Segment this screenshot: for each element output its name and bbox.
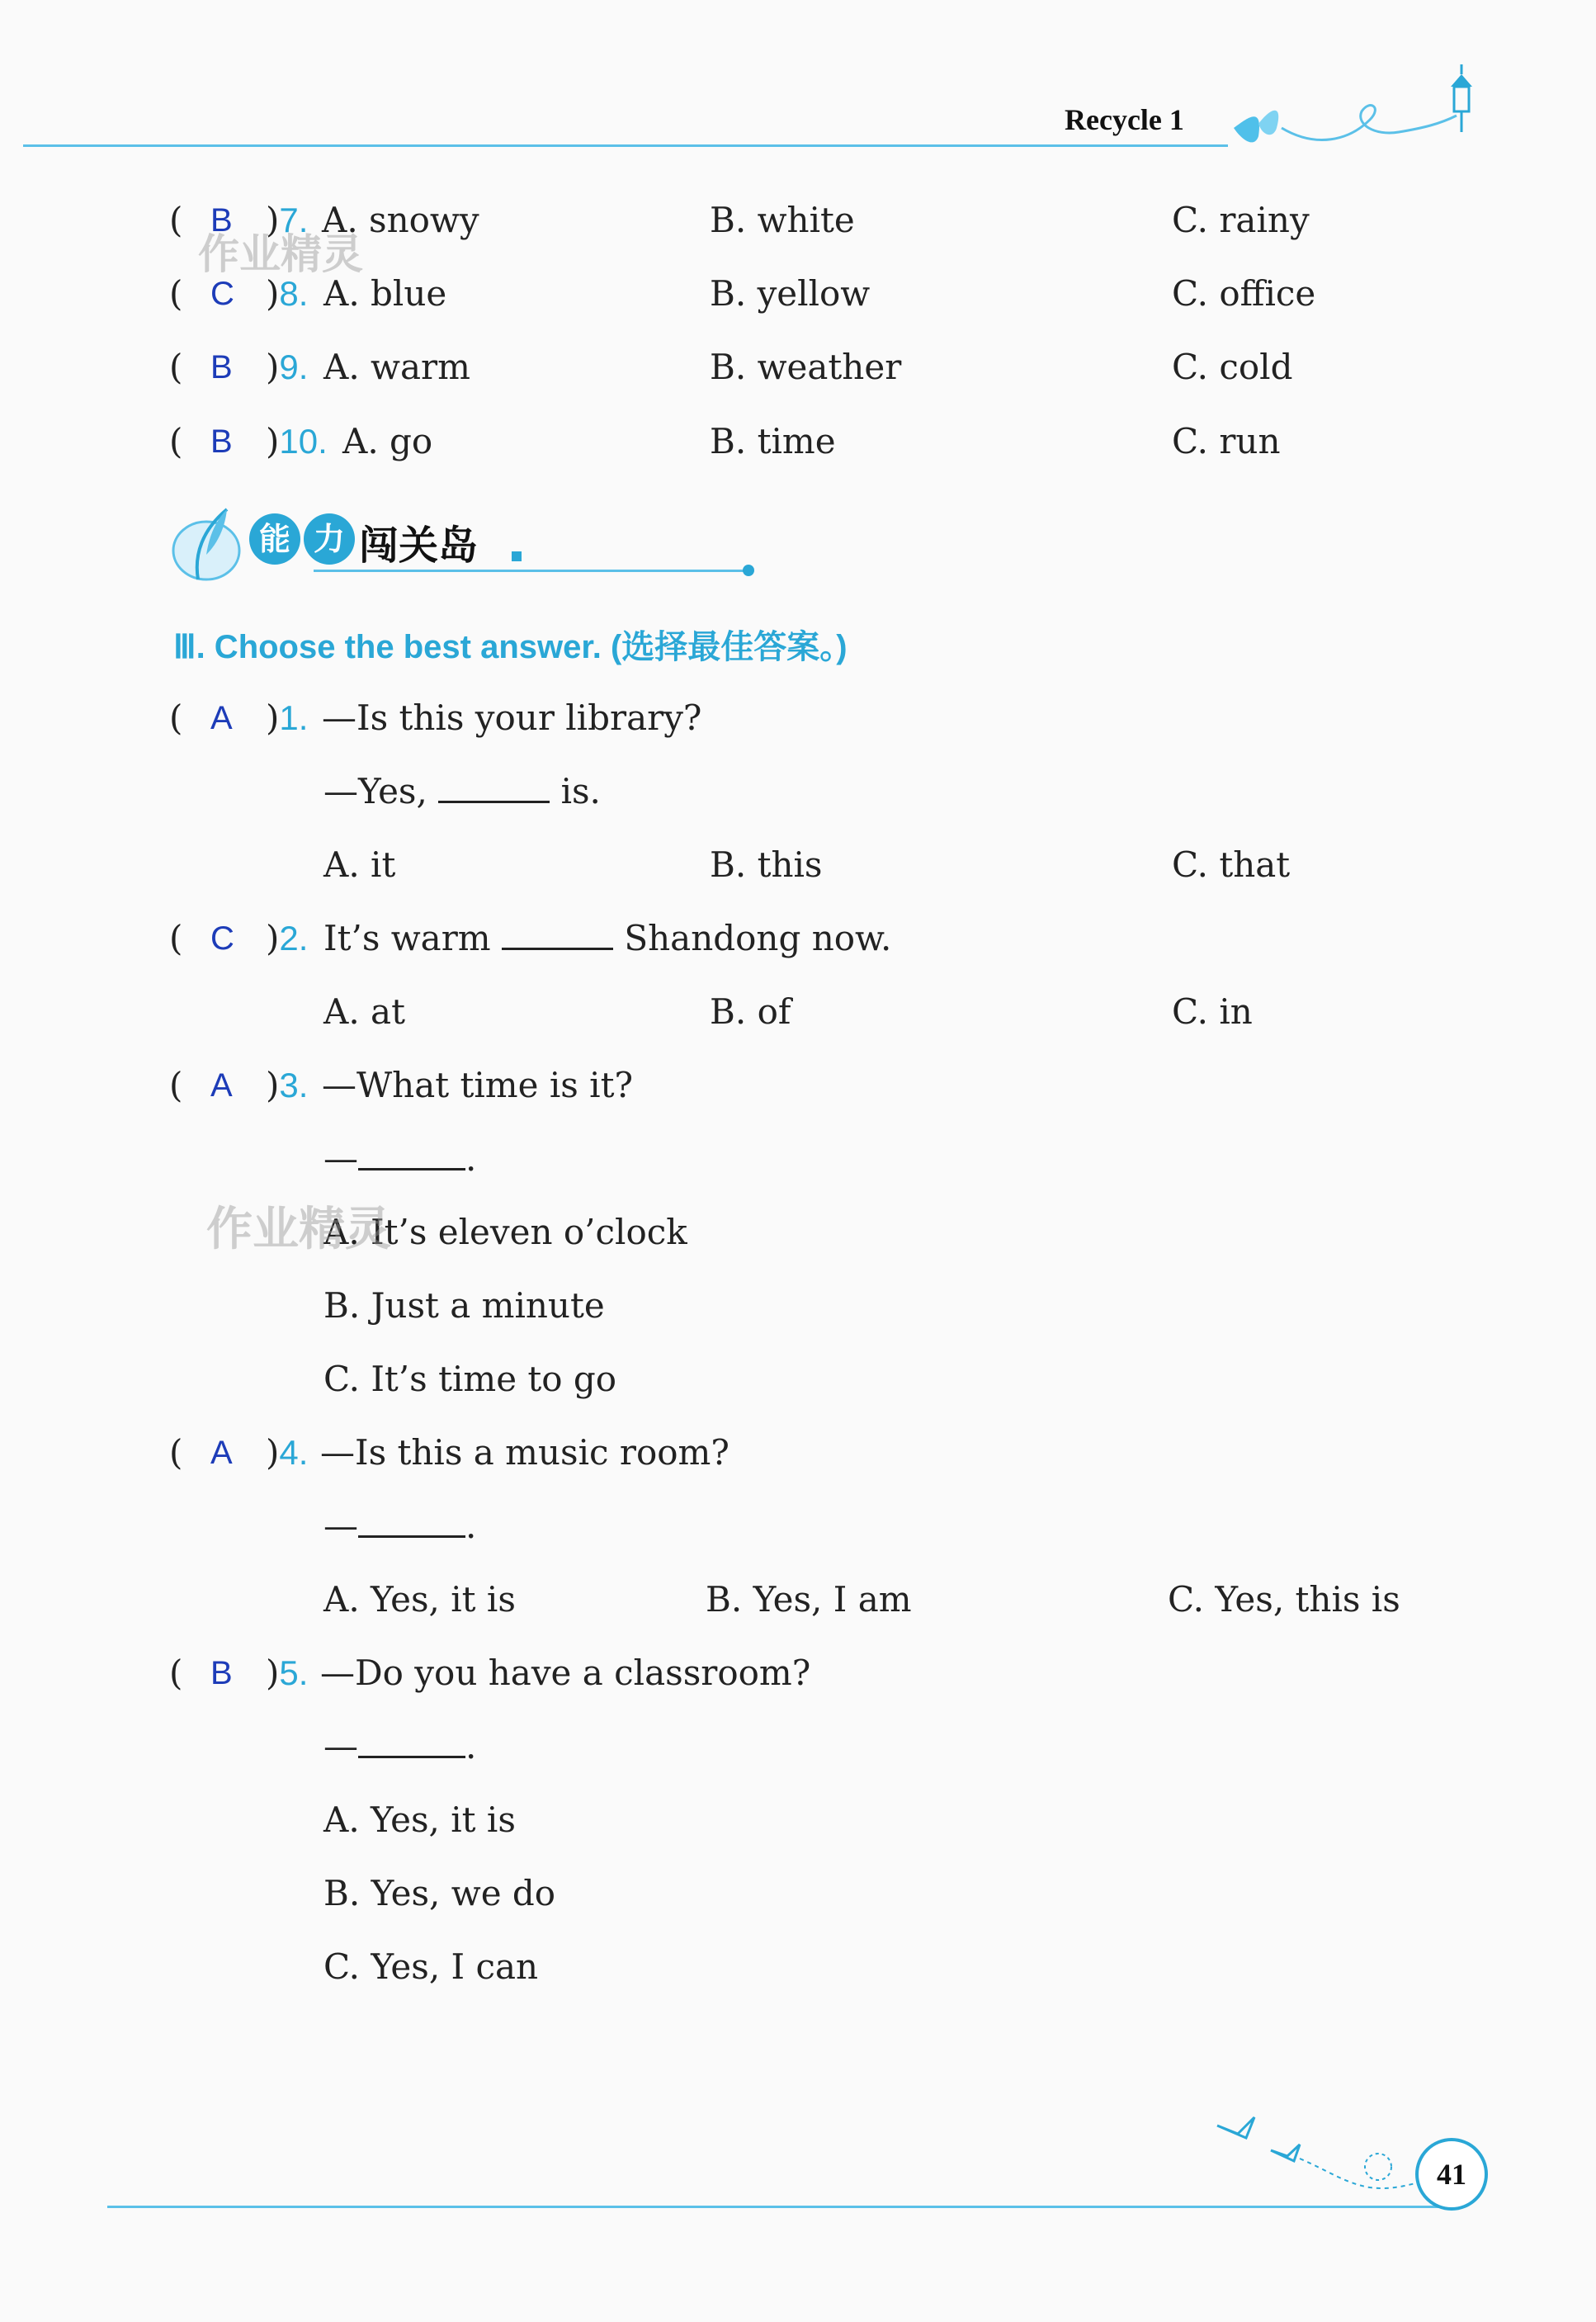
option-b: B. Just a minute	[323, 1285, 605, 1326]
paren-close: )2.	[266, 918, 309, 958]
watermark: 作业精灵	[198, 230, 363, 278]
page-number: 41	[1415, 2138, 1488, 2211]
feather-icon	[169, 505, 243, 584]
reply-dash: —	[323, 1506, 358, 1546]
paren-close: )10.	[266, 421, 328, 461]
banner-title: 闯关岛	[359, 523, 479, 569]
paren-close: )7.	[266, 200, 309, 240]
page-header-title: Recycle 1	[1065, 103, 1184, 136]
option-c: C. Yes, this is	[1168, 1579, 1400, 1620]
option-b: B. this	[710, 844, 823, 885]
question-text: —Is this your library?	[322, 698, 702, 738]
option-b: B. Yes, I am	[706, 1579, 912, 1620]
question-text-pre: It’s warm	[323, 918, 491, 958]
option-a: A. go	[342, 421, 433, 461]
reply-prefix: —Yes,	[323, 771, 427, 811]
answer-mark: B	[210, 349, 233, 385]
watermark: 作业精灵	[206, 1203, 391, 1256]
answer-mark: A	[210, 1067, 233, 1104]
banner-badge-2: 力	[304, 513, 355, 565]
option-b: B. white	[710, 200, 855, 240]
answer-mark: C	[210, 276, 234, 312]
paren-close: )4.	[266, 1432, 309, 1473]
paren-open: (	[169, 698, 183, 738]
reply-dash: —	[323, 1138, 358, 1179]
paren-close: )8.	[266, 273, 309, 314]
option-a: A. snowy	[322, 200, 479, 240]
footer-rule	[107, 2206, 1461, 2208]
question-number: 2.	[279, 919, 309, 958]
option-a: A. warm	[323, 347, 470, 387]
butterfly-lamp-decoration-icon	[1217, 58, 1490, 157]
paren-open: (	[169, 421, 183, 461]
paren-open: (	[169, 200, 183, 240]
option-a: A. it	[323, 844, 396, 885]
option-c: C. It’s time to go	[323, 1359, 617, 1399]
section-title: Ⅲ. Choose the best answer. (选择最佳答案。)	[173, 629, 848, 665]
option-b: B. Yes, we do	[323, 1873, 556, 1913]
bird-decoration-icon	[1205, 2105, 1452, 2196]
paren-open: (	[169, 1065, 183, 1105]
question-number: 1.	[279, 698, 309, 737]
paren-open: (	[169, 918, 183, 958]
header-rule	[23, 144, 1228, 147]
option-c: C. Yes, I can	[323, 1946, 539, 1987]
option-c: C. rainy	[1172, 200, 1310, 240]
question-text: —Do you have a classroom?	[320, 1653, 811, 1693]
banner-rule	[314, 570, 751, 572]
question-number: 3.	[279, 1066, 309, 1104]
question-number: 10.	[279, 422, 328, 461]
question-number: 4.	[279, 1433, 309, 1472]
option-a: A. Yes, it is	[323, 1579, 516, 1620]
option-b: B. time	[710, 421, 836, 461]
answer-mark: C	[210, 920, 234, 957]
banner-square-icon	[512, 551, 522, 561]
question-number: 8.	[279, 274, 309, 313]
answer-mark: A	[210, 700, 233, 736]
option-a: A. It’s eleven o’clock	[323, 1212, 687, 1252]
option-a: A. blue	[323, 273, 447, 314]
paren-open: (	[169, 1432, 183, 1473]
banner-badge-1: 能	[249, 513, 300, 565]
option-b: B. weather	[710, 347, 902, 387]
answer-blank	[358, 1504, 465, 1538]
answer-mark: B	[210, 202, 233, 239]
answer-mark: A	[210, 1435, 233, 1471]
paren-close: )9.	[266, 347, 309, 387]
answer-mark: B	[210, 1655, 233, 1691]
question-text: —What time is it?	[322, 1065, 633, 1105]
question-number: 5.	[279, 1653, 309, 1692]
question-text-post: Shandong now.	[624, 918, 892, 958]
reply-suffix: is.	[560, 771, 601, 811]
option-c: C. in	[1172, 991, 1253, 1032]
option-c: C. cold	[1172, 347, 1293, 387]
answer-blank	[502, 916, 613, 950]
answer-blank	[358, 1137, 465, 1170]
answer-mark: B	[210, 423, 233, 460]
paren-close: )3.	[266, 1065, 309, 1105]
option-a: A. Yes, it is	[323, 1799, 516, 1840]
option-c: C. office	[1172, 273, 1316, 314]
question-number: 7.	[279, 201, 309, 239]
question-text: —Is this a music room?	[320, 1432, 730, 1473]
answer-blank	[358, 1724, 465, 1758]
paren-close: )5.	[266, 1653, 309, 1693]
option-b: B. of	[710, 991, 791, 1032]
answer-blank	[438, 769, 550, 803]
option-c: C. that	[1172, 844, 1291, 885]
paren-open: (	[169, 273, 183, 314]
question-number: 9.	[279, 348, 309, 386]
option-c: C. run	[1172, 421, 1281, 461]
paren-close: )1.	[266, 698, 309, 738]
paren-open: (	[169, 1653, 183, 1693]
option-a: A. at	[323, 991, 405, 1032]
paren-open: (	[169, 347, 183, 387]
option-b: B. yellow	[710, 273, 871, 314]
reply-dash: —	[323, 1726, 358, 1766]
banner-dot-icon	[743, 565, 754, 576]
